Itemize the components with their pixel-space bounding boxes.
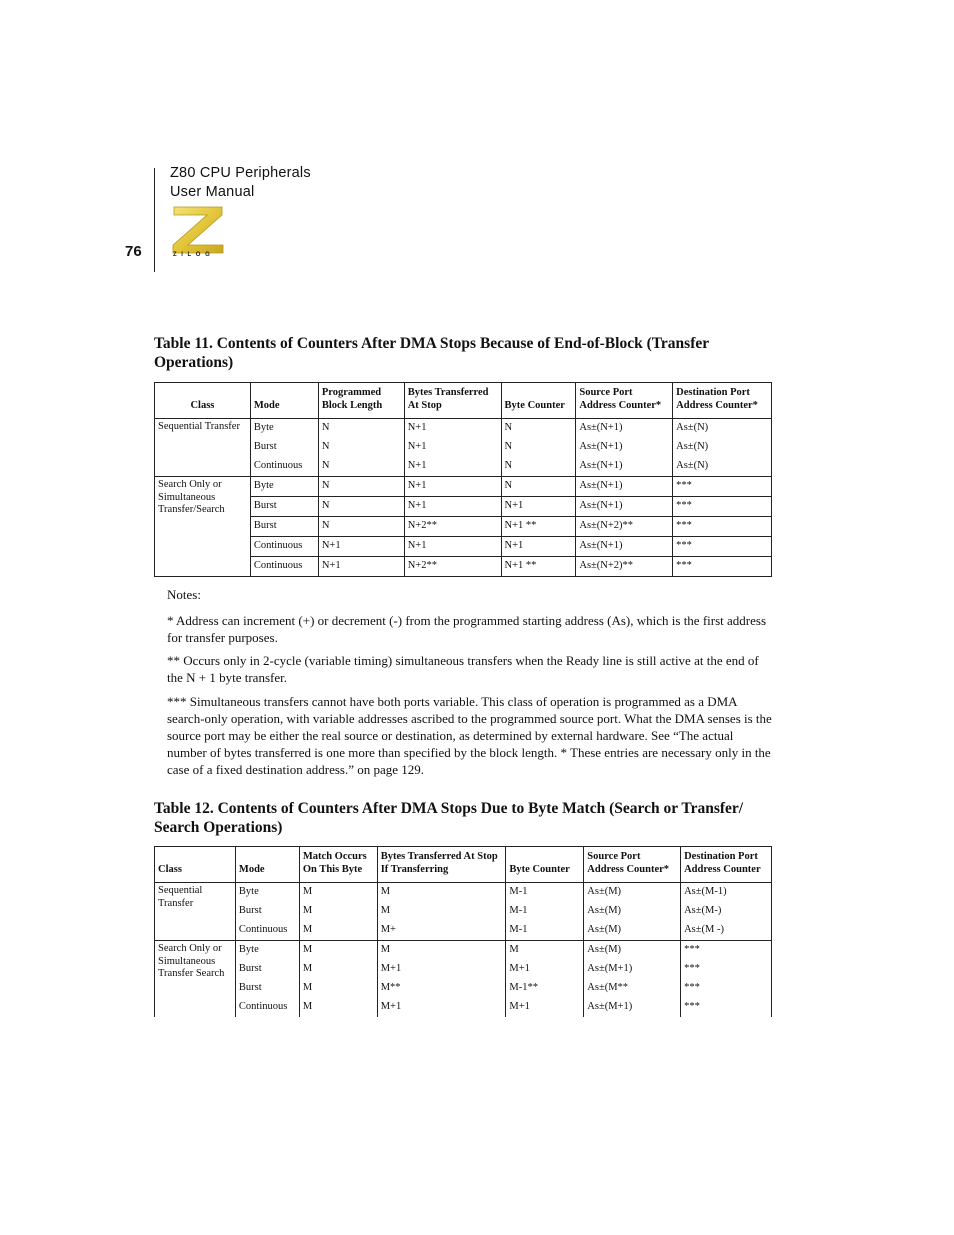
table11-caption: Table 11. Contents of Counters After DMA Stops Because of End-of-Block (Transfer Operations)	[154, 335, 709, 371]
table-row	[155, 883, 772, 903]
note-3: *** Simultaneous transfers cannot have both ports variable. This class of operation is programmed as a DMA search-only operation, with variable addresses ascribed to the programmed source port. What the DMA senses is the source port may be either the real source or destination, as determined by external hardware. See “The actual number of bytes transferred is one more than specified by the block length. * These entries are necessary only in the case of a fixed destination address.” on page 129.	[167, 694, 772, 777]
table-cell: N	[318, 457, 404, 477]
table-cell: As±(N+2)**	[576, 557, 673, 577]
table-cell: ***	[681, 941, 772, 961]
class-cell: Sequential Transfer	[155, 883, 236, 941]
table-cell: N+1	[318, 557, 404, 577]
table-cell: Continuous	[235, 921, 299, 941]
table-cell: M	[299, 883, 377, 903]
table-cell: M	[377, 941, 506, 961]
table-cell: N+2**	[404, 557, 501, 577]
table-row	[155, 902, 772, 921]
table12	[154, 846, 772, 1017]
table-cell: As±(M**	[584, 979, 681, 998]
table-cell: M	[506, 941, 584, 961]
table-cell: Continuous	[250, 557, 318, 577]
table-cell: M+1	[377, 998, 506, 1017]
table-cell: As±(M-1)	[681, 883, 772, 903]
column-header: Bytes Transferred At Stop	[404, 383, 501, 419]
table-cell: M	[377, 883, 506, 903]
table-cell: As±(M-)	[681, 902, 772, 921]
column-header: Source Port Address Counter*	[576, 383, 673, 419]
table-cell: M+1	[506, 960, 584, 979]
table-cell: Continuous	[250, 537, 318, 557]
table-cell: M+1	[377, 960, 506, 979]
table11-header-row	[155, 383, 772, 419]
table-cell: N+1	[501, 497, 576, 517]
zilog-logo-text: ZILOG	[173, 252, 215, 258]
table-cell: M-1	[506, 921, 584, 941]
table-cell: ***	[673, 497, 772, 517]
column-header: Source Port Address Counter*	[584, 847, 681, 883]
table-cell: M-1	[506, 902, 584, 921]
table11	[154, 382, 772, 577]
column-header: Destination Port Address Counter	[681, 847, 772, 883]
table-cell: M-1**	[506, 979, 584, 998]
table-cell: Burst	[250, 497, 318, 517]
notes-title: Notes:	[167, 587, 201, 602]
table-cell: N+1	[404, 457, 501, 477]
table-cell: M+	[377, 921, 506, 941]
column-header: Programmed Block Length	[318, 383, 404, 419]
table-cell: N	[318, 438, 404, 457]
table-cell: N+1	[404, 497, 501, 517]
table-cell: Burst	[235, 902, 299, 921]
table-cell: As±(M)	[584, 921, 681, 941]
table-cell: N	[318, 477, 404, 497]
table-cell: As±(M -)	[681, 921, 772, 941]
column-header: Class	[155, 383, 251, 419]
column-header: Destination Port Address Counter*	[673, 383, 772, 419]
table-cell: Burst	[235, 979, 299, 998]
table-cell: N+1	[318, 537, 404, 557]
class-cell: Sequential Transfer	[155, 419, 251, 477]
table-cell: Burst	[250, 438, 318, 457]
table-cell: N	[501, 477, 576, 497]
class-cell: Search Only or Simultaneous Transfer/Search	[155, 477, 251, 577]
table-cell: N	[501, 419, 576, 439]
page-number: 76	[125, 243, 142, 260]
table-cell: M	[299, 902, 377, 921]
table-cell: Continuous	[235, 998, 299, 1017]
note-1: * Address can increment (+) or decrement (-) from the programmed starting address (As), which is the first address for transfer purposes.	[167, 613, 767, 645]
table-cell: M	[299, 960, 377, 979]
table-cell: As±(N+1)	[576, 419, 673, 439]
table-cell: Byte	[250, 419, 318, 439]
column-header: Mode	[235, 847, 299, 883]
table-cell: As±(M+1)	[584, 998, 681, 1017]
table-cell: Continuous	[250, 457, 318, 477]
table-cell: As±(N+1)	[576, 537, 673, 557]
table-cell: N+1	[404, 537, 501, 557]
class-cell: Search Only or Simultaneous Transfer Search	[155, 941, 236, 1018]
table-cell: M	[299, 921, 377, 941]
table-cell: As±(N)	[673, 457, 772, 477]
column-header: Match Occurs On This Byte	[299, 847, 377, 883]
table-cell: ***	[681, 979, 772, 998]
table-cell: As±(N+1)	[576, 457, 673, 477]
table-cell: As±(N)	[673, 419, 772, 439]
table-cell: Burst	[235, 960, 299, 979]
table-cell: N	[501, 457, 576, 477]
column-header: Bytes Transferred At Stop If Transferring	[377, 847, 506, 883]
table-cell: N+1 **	[501, 517, 576, 537]
table-row	[155, 998, 772, 1017]
manual-title: Z80 CPU Peripherals	[170, 165, 311, 181]
table-cell: As±(M)	[584, 902, 681, 921]
manual-subtitle: User Manual	[170, 184, 255, 200]
table-row	[155, 477, 772, 497]
column-header: Class	[155, 847, 236, 883]
table-cell: ***	[681, 998, 772, 1017]
table-row	[155, 960, 772, 979]
table-cell: As±(M)	[584, 941, 681, 961]
table-cell: As±(N+1)	[576, 497, 673, 517]
table-cell: N	[318, 497, 404, 517]
table-cell: N+1	[404, 438, 501, 457]
table-row	[155, 941, 772, 961]
table-cell: Byte	[235, 941, 299, 961]
table-cell: Byte	[250, 477, 318, 497]
table-cell: As±(N+2)**	[576, 517, 673, 537]
table-cell: M-1	[506, 883, 584, 903]
column-header: Mode	[250, 383, 318, 419]
table-cell: ***	[673, 557, 772, 577]
table-cell: As±(N+1)	[576, 438, 673, 457]
table-cell: M**	[377, 979, 506, 998]
table12-header-row	[155, 847, 772, 883]
table-cell: Byte	[235, 883, 299, 903]
table-cell: As±(N)	[673, 438, 772, 457]
column-header: Byte Counter	[506, 847, 584, 883]
table-cell: As±(M)	[584, 883, 681, 903]
table-cell: N	[318, 419, 404, 439]
table-cell: M+1	[506, 998, 584, 1017]
table-cell: N+2**	[404, 517, 501, 537]
table-cell: ***	[673, 537, 772, 557]
table-cell: ***	[673, 477, 772, 497]
table-cell: M	[299, 941, 377, 961]
table-cell: As±(N+1)	[576, 477, 673, 497]
table-cell: N	[501, 438, 576, 457]
table-cell: N	[318, 517, 404, 537]
table-cell: ***	[681, 960, 772, 979]
table12-caption: Table 12. Contents of Counters After DMA Stops Due to Byte Match (Search or Transfer/ Search Operations)	[154, 800, 744, 836]
table-cell: M	[377, 902, 506, 921]
table-cell: N+1	[404, 419, 501, 439]
table-cell: ***	[673, 517, 772, 537]
table-cell: M	[299, 979, 377, 998]
table-cell: N+1 **	[501, 557, 576, 577]
table-cell: Burst	[250, 517, 318, 537]
column-header: Byte Counter	[501, 383, 576, 419]
table-cell: As±(M+1)	[584, 960, 681, 979]
table-cell: N+1	[501, 537, 576, 557]
table-row	[155, 979, 772, 998]
note-2: ** Occurs only in 2-cycle (variable timing) simultaneous transfers when the Ready line is still active at the end of the N + 1 byte transfer.	[167, 653, 759, 685]
table-row	[155, 419, 772, 439]
table-row	[155, 921, 772, 941]
table-cell: N+1	[404, 477, 501, 497]
header-vertical-rule	[154, 168, 155, 272]
table-cell: M	[299, 998, 377, 1017]
